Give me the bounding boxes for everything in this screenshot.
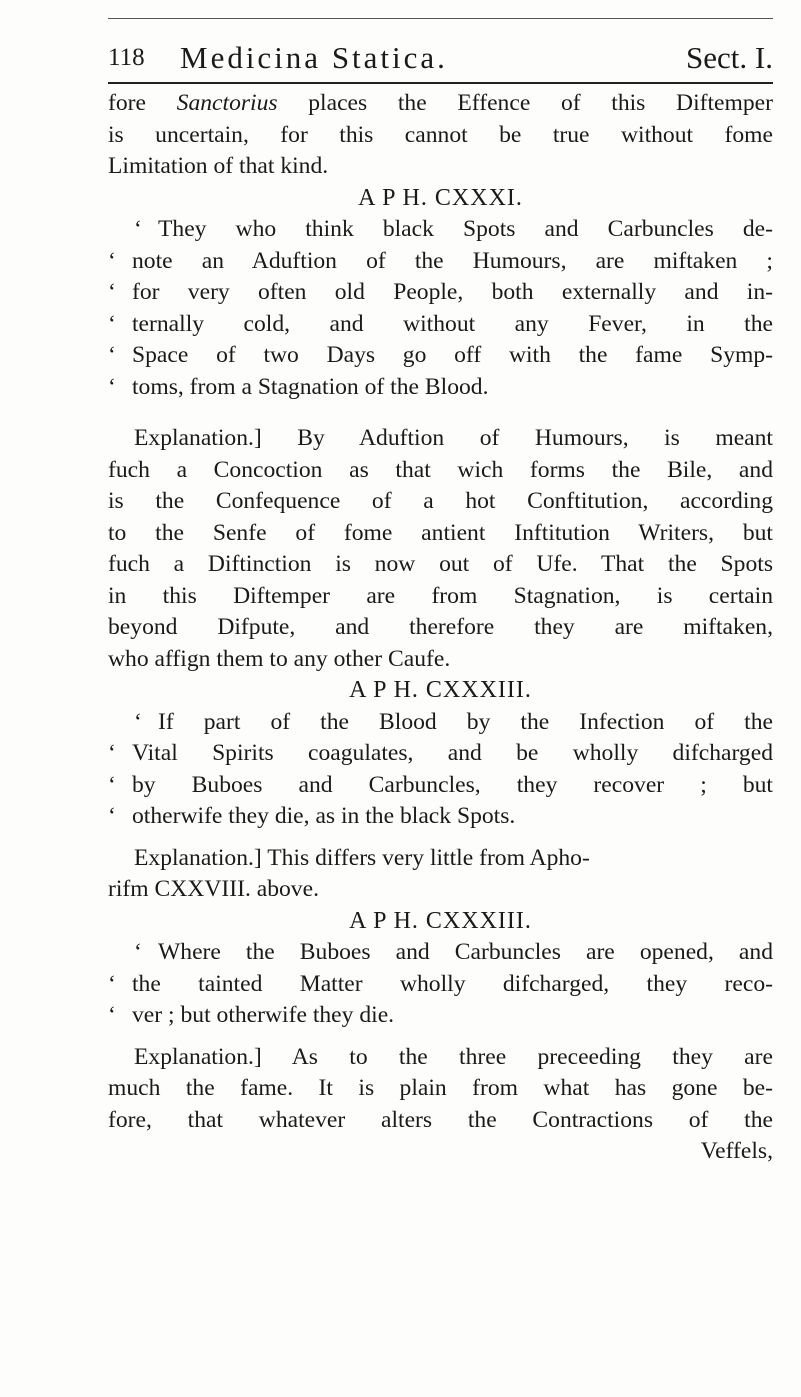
- explanation-line: is the Confequence of a hot Conftitution, according: [108, 488, 773, 514]
- aphorism-line: ‘ If part of the Blood by the Infection of the: [134, 708, 773, 735]
- aphorism-line: ‘ Where the Buboes and Carbuncles are opened, and: [134, 939, 773, 965]
- explanation-line: beyond Difpute, and therefore they are miftaken,: [108, 614, 773, 640]
- running-title: Medicina Statica.: [180, 40, 448, 75]
- catchword: Veffels,: [700, 1138, 773, 1164]
- aphorism-line: ‘ for very often old People, both externally and in-: [108, 279, 773, 305]
- aphorism-line: ‘ They who think black Spots and Carbuncles de-: [134, 216, 773, 242]
- text-line: Limitation of that kind.: [108, 153, 329, 179]
- aphorism-line: ‘ toms, from a Stagnation of the Blood.: [108, 373, 489, 400]
- aphorism-line: ‘ note an Aduftion of the Humours, are miftaken ;: [108, 247, 773, 274]
- aphorism-heading: A P H. CXXXIII.: [349, 907, 532, 934]
- text-line: is uncertain, for this cannot be true without fome: [108, 121, 773, 148]
- text-line: fore Sanctorius places the Effence of this Diftemper: [108, 90, 773, 116]
- explanation-line: to the Senfe of fome antient Inftitution Writers, but: [108, 519, 773, 546]
- explanation-line: Explanation.] As to the three preceeding they are: [134, 1043, 773, 1070]
- explanation-line: fuch a Diftinction is now out of Ufe. That the Spots: [108, 551, 773, 577]
- aphorism-line: ‘ ternally cold, and without any Fever, in the: [108, 310, 773, 337]
- aphorism-line: ‘ the tainted Matter wholly difcharged, they reco-: [108, 970, 773, 997]
- explanation-line: fuch a Concoction as that wich forms the Bile, and: [108, 456, 773, 483]
- aphorism-line: ‘ Space of two Days go off with the fame Symp-: [108, 342, 773, 368]
- aphorism-line: ‘ by Buboes and Carbuncles, they recover ; but: [108, 771, 773, 798]
- page-body: [108, 88, 773, 1168]
- section-label: Sect. I.: [686, 40, 773, 75]
- explanation-line: who affign them to any other Caufe.: [108, 645, 451, 672]
- aphorism-line: ‘ otherwife they die, as in the black Spots.: [108, 803, 516, 829]
- explanation-line: Explanation.] This differs very little from Apho-: [134, 844, 590, 871]
- explanation-line: Explanation.] By Aduftion of Humours, is meant: [134, 425, 773, 451]
- explanation-line: much the fame. It is plain from what has gone be-: [108, 1075, 773, 1101]
- top-border-rule: [108, 18, 773, 19]
- aphorism-line: ‘ Vital Spirits coagulates, and be wholly difcharged: [108, 740, 773, 766]
- explanation-line: rifm CXXVIII. above.: [108, 876, 319, 902]
- aphorism-heading: A P H. CXXXI.: [358, 184, 523, 211]
- explanation-line: fore, that whatever alters the Contractions of the: [108, 1106, 773, 1133]
- page-number: 118: [108, 44, 145, 71]
- aphorism-line: ‘ ver ; but otherwife they die.: [108, 1002, 395, 1028]
- aphorism-heading: A P H. CXXXIII.: [349, 677, 532, 703]
- explanation-line: in this Diftemper are from Stagnation, is certain: [108, 582, 773, 609]
- header-rule: [108, 82, 773, 84]
- running-header: [108, 38, 773, 78]
